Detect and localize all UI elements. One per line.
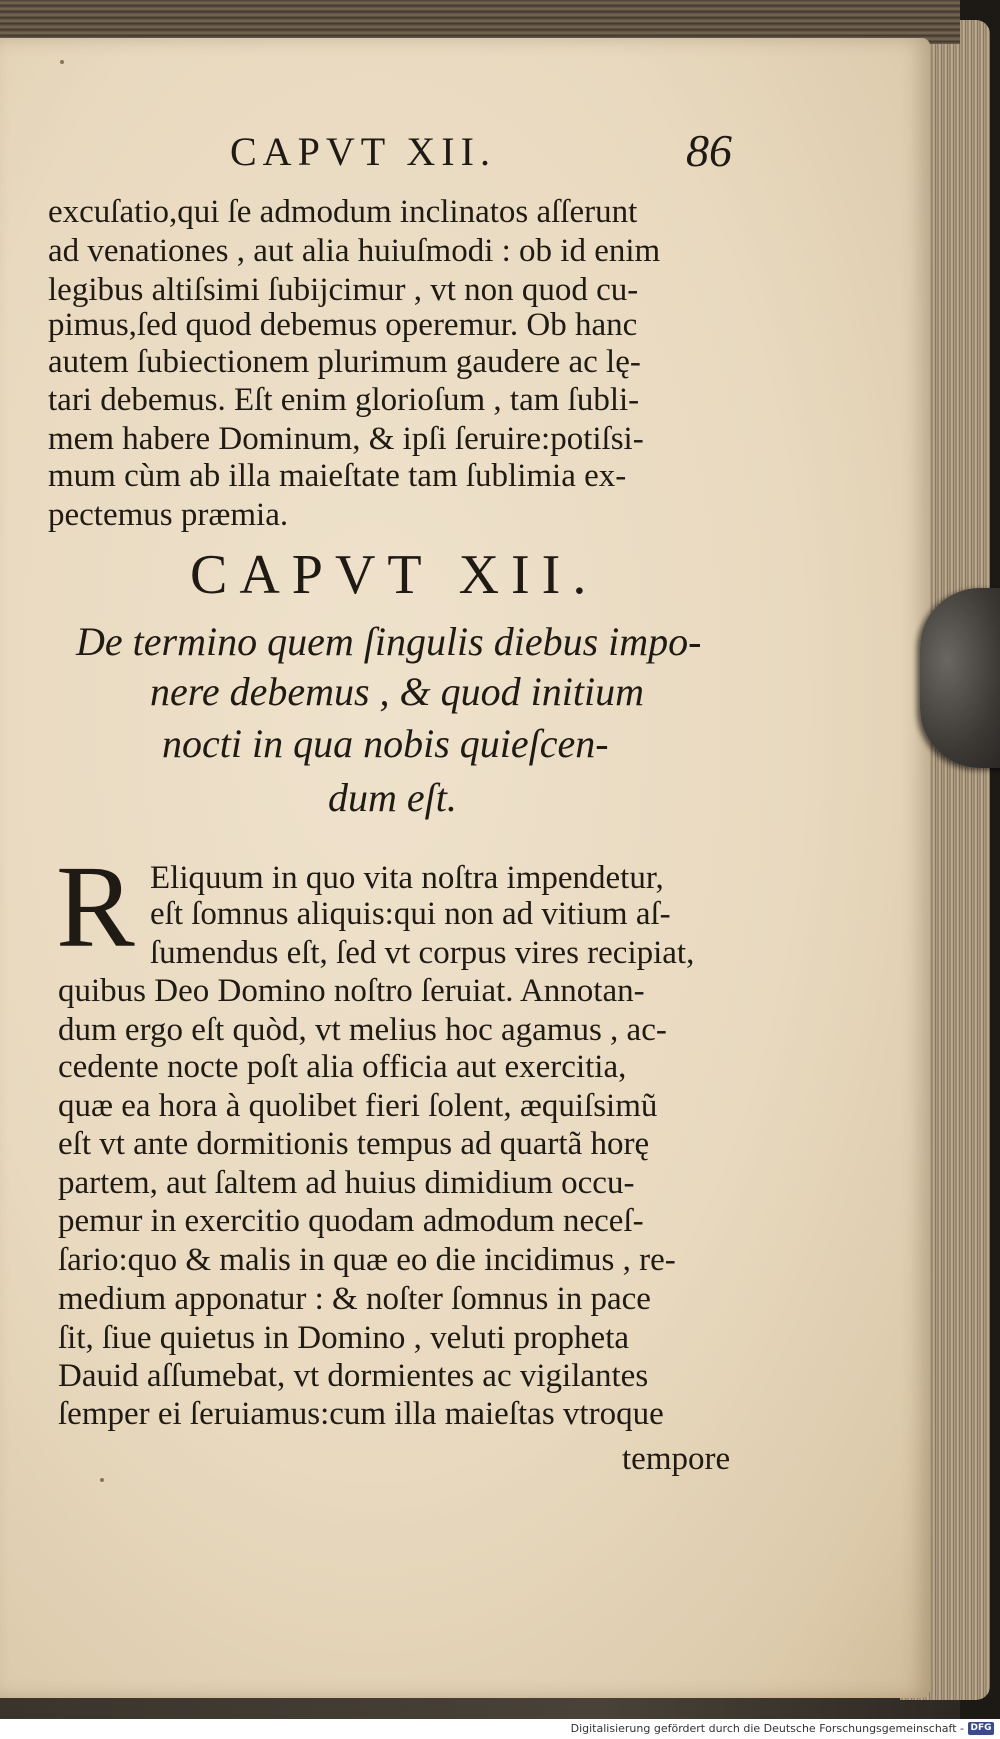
- text-line: eſt ſomnus aliquis:qui non ad vitium aſ-: [150, 896, 671, 932]
- text-line: dum ergo eſt quòd, vt melius hoc agamus , ac-: [58, 1012, 667, 1048]
- text-line: pemur in exercitio quodam admodum neceſ-: [58, 1203, 644, 1239]
- text-line: ad venationes , aut alia huiuſmodi : ob id enim: [48, 233, 661, 269]
- footer-credit: Digitalisierung gefördert durch die Deutsche Forschungsgemeinschaft -: [570, 1722, 964, 1735]
- text-line: quæ ea hora à quolibet fieri ſolent, æquiſsimũ: [58, 1088, 658, 1124]
- text-line: ſit, ſiue quietus in Domino , veluti propheta: [58, 1320, 630, 1356]
- text-line: partem, aut ſaltem ad huius dimidium occu-: [58, 1165, 635, 1201]
- text-line: pimus,ſed quod debemus operemur. Ob hanc: [48, 307, 638, 343]
- text-line: legibus altiſsimi ſubijcimur , vt non quod cu-: [48, 272, 639, 308]
- text-line: eſt vt ante dormitionis tempus ad quartã horę: [58, 1126, 650, 1162]
- text-line: medium apponatur : & noſter ſomnus in pace: [58, 1281, 651, 1317]
- running-head: [230, 125, 750, 176]
- text-line: mem habere Dominum, & ipſi ſeruire:potiſsi-: [48, 421, 644, 457]
- subtitle-line: nere debemus , & quod initium: [150, 669, 645, 714]
- catchword: tempore: [622, 1441, 731, 1477]
- dfg-logo-icon: DFG: [968, 1722, 994, 1735]
- text-line: mum cùm ab illa maieſtate tam ſublimia ex-: [48, 458, 627, 494]
- subtitle-line: dum eſt.: [328, 775, 457, 820]
- text-line: Eliquum in quo vita noſtra impendetur,: [150, 860, 664, 896]
- text-line: Dauid aſſumebat, vt dormientes ac vigilantes: [58, 1358, 649, 1394]
- subtitle-line: De termino quem ſingulis diebus impo-: [76, 619, 702, 664]
- book-clasp: [920, 588, 1000, 768]
- chapter-heading: CAPVT XII.: [190, 544, 599, 606]
- subtitle-line: nocti in qua nobis quieſcen-: [162, 721, 609, 766]
- drop-cap: R: [56, 841, 135, 972]
- text-line: tari debemus. Eſt enim glorioſum , tam ſubli-: [48, 382, 640, 418]
- text-line: autem ſubiectionem plurimum gaudere ac lę-: [48, 344, 641, 380]
- page-number: 86: [686, 125, 732, 176]
- text-line: ſemper ei ſeruiamus:cum illa maieſtas vtroque: [58, 1396, 664, 1432]
- text-line: ſario:quo & malis in quæ eo die incidimus , re-: [58, 1242, 676, 1278]
- paper-speck: [100, 1478, 104, 1482]
- text-line: quibus Deo Domino noſtro ſeruiat. Annotan-: [58, 973, 645, 1009]
- text-line: cedente nocte poſt alia officia aut exercitia,: [58, 1049, 627, 1085]
- text-line: ſumendus eſt, ſed vt corpus vires recipiat,: [150, 935, 695, 971]
- paper-speck: [60, 60, 64, 64]
- text-line: pectemus præmia.: [48, 497, 289, 533]
- running-head-title: CAPVT XII.: [230, 129, 496, 174]
- text-line: excuſatio,qui ſe admodum inclinatos aſſerunt: [48, 194, 638, 230]
